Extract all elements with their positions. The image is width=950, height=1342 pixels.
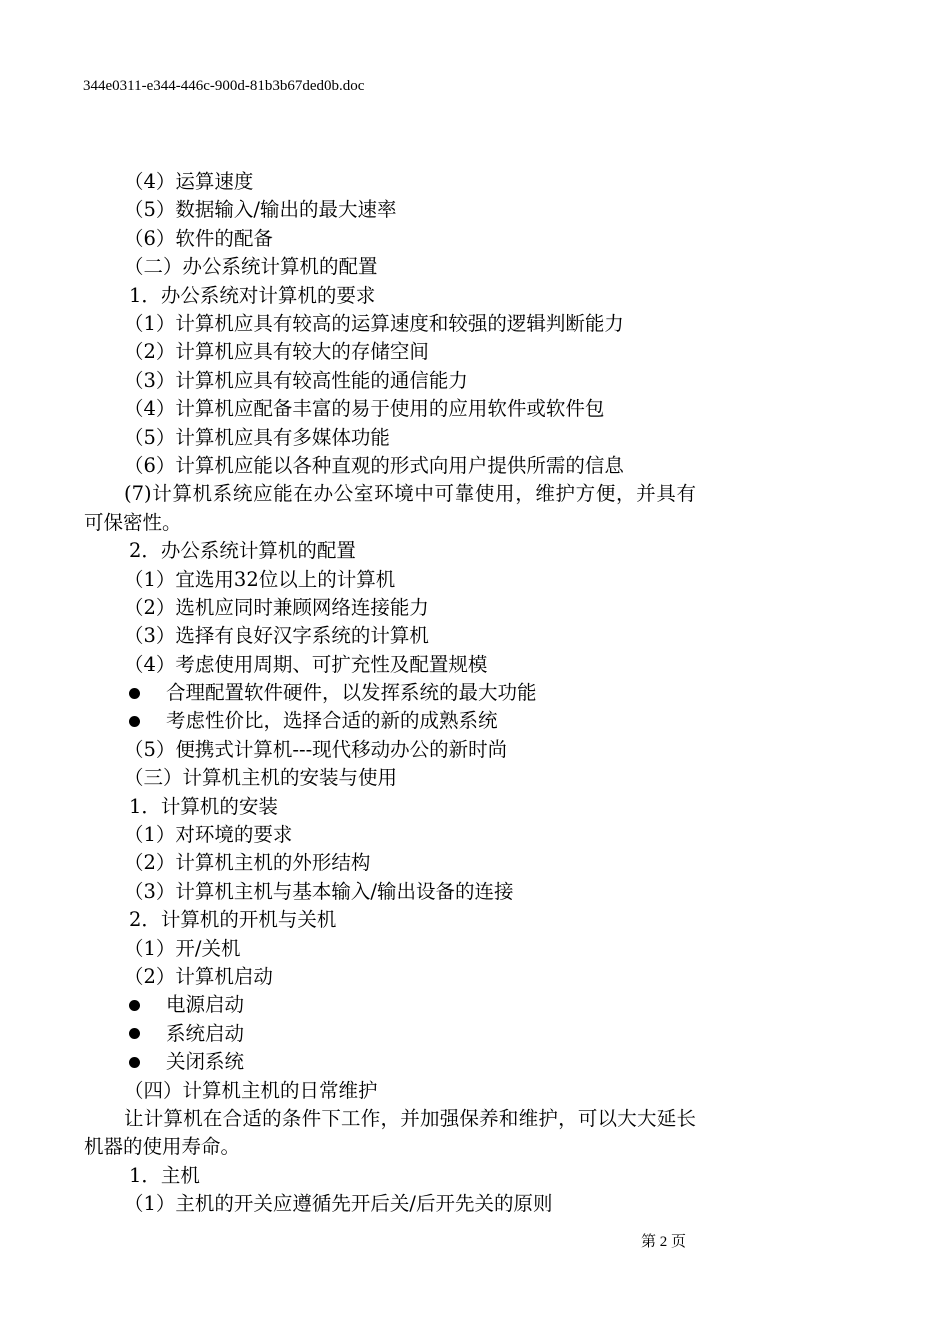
list-item: （1）对环境的要求 — [124, 823, 293, 847]
subsection-heading: 1．主机 — [129, 1163, 200, 1187]
list-item: （1）宜选用32位以上的计算机 — [124, 567, 396, 591]
paragraph: 让计算机在合适的条件下工作，并加强保养和维护，可以大大延长机器的使用寿命。 — [84, 1106, 696, 1159]
bullet-icon — [129, 1028, 140, 1039]
bullet-text: 系统启动 — [166, 1021, 245, 1045]
list-item: （5）便携式计算机---现代移动办公的新时尚 — [124, 737, 508, 761]
list-item: （4）计算机应配备丰富的易于使用的应用软件或软件包 — [124, 397, 605, 421]
subsection-heading: 1．计算机的安装 — [129, 794, 278, 818]
list-item: （4）运算速度 — [124, 170, 254, 193]
bullet-item — [84, 991, 696, 1019]
bullet-icon — [129, 688, 140, 699]
bullet-icon — [129, 1057, 140, 1068]
list-item: （1）计算机应具有较高的运算速度和较强的逻辑判断能力 — [124, 311, 624, 335]
section-heading: （四）计算机主机的日常维护 — [124, 1078, 378, 1102]
bullet-icon — [129, 716, 140, 727]
list-item: （2）计算机应具有较大的存储空间 — [124, 340, 429, 364]
bullet-item — [84, 707, 696, 735]
bullet-item — [84, 1020, 696, 1048]
bullet-text: 考虑性价比，选择合适的新的成熟系统 — [166, 709, 498, 733]
subsection-heading: 2．办公系统计算机的配置 — [129, 539, 356, 563]
list-item: （4）考虑使用周期、可扩充性及配置规模 — [124, 652, 488, 676]
list-item: （2）计算机主机的外形结构 — [124, 851, 371, 875]
section-heading: （三）计算机主机的安装与使用 — [124, 766, 398, 790]
list-item: （3）计算机应具有较高性能的通信能力 — [124, 368, 468, 392]
section-heading: （二）办公系统计算机的配置 — [124, 255, 378, 279]
subsection-heading: 1．办公系统对计算机的要求 — [129, 283, 376, 307]
document-body — [84, 168, 696, 1219]
bullet-text: 合理配置软件硬件，以发挥系统的最大功能 — [166, 681, 537, 705]
page-number-footer: 第 2 页 — [641, 1234, 687, 1250]
subsection-heading: 2．计算机的开机与关机 — [129, 908, 337, 932]
bullet-text: 关闭系统 — [166, 1050, 245, 1074]
bullet-icon — [129, 1000, 140, 1011]
bullet-item — [84, 1048, 696, 1076]
list-item: （6）软件的配备 — [124, 226, 273, 250]
list-item: （1）开/关机 — [124, 936, 241, 960]
list-item: （1）主机的开关应遵循先开后关/后开先关的原则 — [124, 1192, 553, 1216]
bullet-text: 电源启动 — [166, 993, 245, 1017]
list-item: （3）选择有良好汉字系统的计算机 — [124, 624, 429, 648]
paragraph: (7)计算机系统应能在办公室环境中可靠使用，维护方便，并具有可保密性。 — [84, 482, 696, 534]
list-item: （6）计算机应能以各种直观的形式向用户提供所需的信息 — [124, 453, 624, 477]
list-item: （2）选机应同时兼顾网络连接能力 — [124, 595, 429, 619]
bullet-item — [84, 679, 696, 707]
list-item: （5）计算机应具有多媒体功能 — [124, 425, 390, 449]
list-item: （2）计算机启动 — [124, 964, 273, 988]
list-item: （3）计算机主机与基本输入/输出设备的连接 — [124, 879, 514, 903]
list-item: （5）数据输入/输出的最大速率 — [124, 198, 397, 222]
document-filename-header: 344e0311-e344-446c-900d-81b3b67ded0b.doc — [83, 78, 365, 94]
